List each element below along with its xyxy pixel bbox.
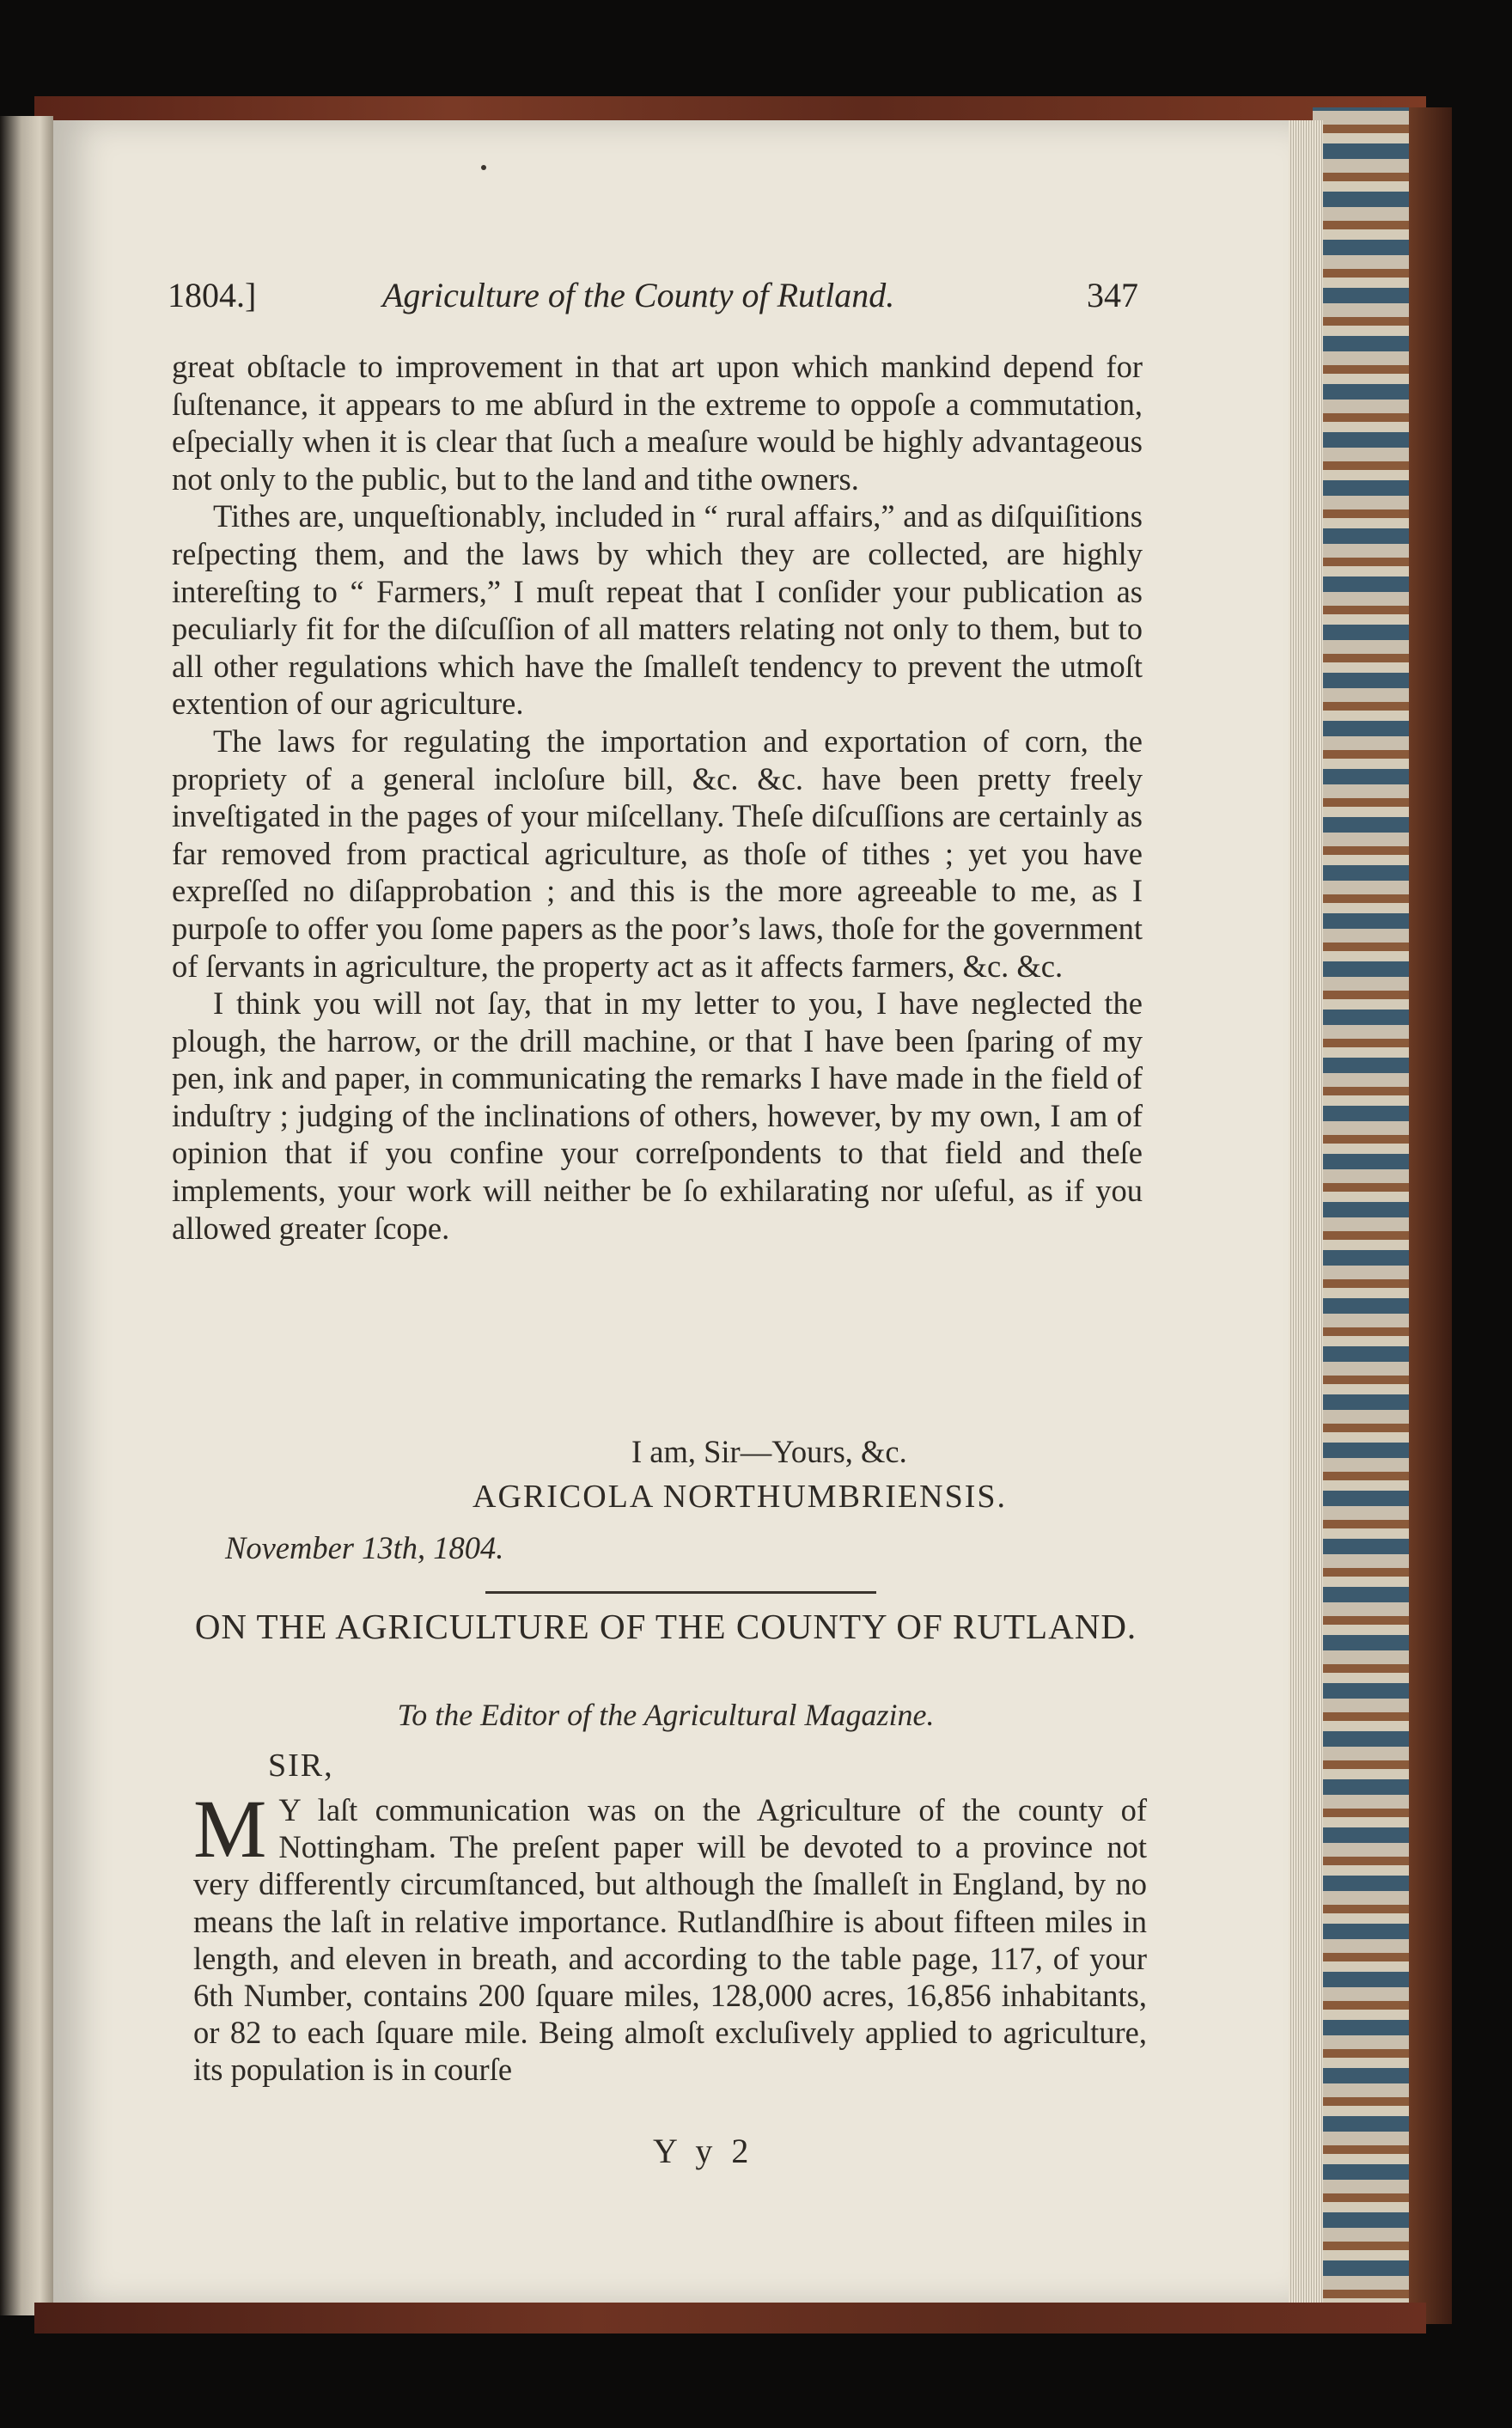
page-number: 347 xyxy=(1087,276,1138,314)
article-body-text: Y laſt communication was on the Agriculture of the county of Nottingham. The preſent paper will be devoted to a province not very differently circumſtanced, but although the ſmalleſt in England, by no means the laſt in relative importance. Rutlandſhire is about fifteen miles in length, and eleven in breath, and according to the table page, 117, of your 6th Number, contains 200 ſquare miles, 128,000 acres, 16,856 inhabitants, or 82 to each ſquare mile. Being almoſt excluſively applied to agriculture, its population is in courſe xyxy=(193,1792,1147,2088)
letter-paragraph: The laws for regulating the importation and exportation of corn, the propriety of a general incloſure bill, &c. &c. have been pretty freely inveſtigated in the pages of your miſcellany. Theſe diſcuſſions are certainly as far removed from practical agriculture, as thoſe of tithes ; yet you have expreſſed no diſapprobation ; and this is the more agreeable to me, as I purpoſe to offer you ſome papers as the poor’s laws, thoſe for the government of ſervants in agriculture, the property act as it affects farmers, &c. &c. xyxy=(172,723,1143,984)
section-divider xyxy=(485,1591,876,1594)
letter-closing: I am, Sir—Yours, &c. xyxy=(631,1434,907,1469)
ink-spot xyxy=(481,165,486,170)
letter-paragraph: Tithes are, unqueſtionably, included in “ rural affairs,” and as diſquiſitions reſpecting them, and the laws by which they are collected, are highly intereſting to “ Farmers,” I muſt repeat that I conſider your publication as peculiarly fit for the diſcuſſion of all matters relating not only to them, but to all other regulations which have the ſmalleſt tendency to prevent the utmoſt extention of our agriculture. xyxy=(172,498,1143,722)
running-head-date: 1804.] xyxy=(168,276,257,314)
article-title: ON THE AGRICULTURE OF THE COUNTY OF RUTLAND. xyxy=(194,1607,1137,1646)
letter-paragraph: great obſtacle to improvement in that art upon which mankind depend for ſuſtenance, it appears to me abſurd in the extreme to oppoſe a commutation, eſpecially when it is clear that ſuch a meaſure would be highly advantageous not only to the public, but to the land and tithe owners. xyxy=(172,349,1143,497)
letter-paragraph: I think you will not ſay, that in my letter to you, I have neglected the plough, the harrow, or the drill machine, or that I have been ſparing of my pen, ink and paper, in communicating the remarks I have made in the field of induſtry ; judging of the inclinations of others, however, by my own, I am of opinion that if you confine your correſpondents to that field and theſe implements, your work will neither be ſo exhilarating nor uſeful, as if you allowed greater ſcope. xyxy=(172,985,1143,1246)
drop-cap: M xyxy=(193,1783,267,1875)
printer-signature-mark: Y y 2 xyxy=(653,2132,754,2170)
book-cover-bottom xyxy=(34,2303,1426,2333)
running-head xyxy=(168,275,1138,326)
article-salutation: SIR, xyxy=(268,1748,334,1784)
book-cover-edge xyxy=(1409,107,1452,2324)
letter-body xyxy=(172,348,1143,1247)
letter-dateline: November 13th, 1804. xyxy=(225,1530,504,1565)
letter-signature: AGRICOLA NORTHUMBRIENSIS. xyxy=(472,1479,1007,1515)
running-head-title: Agriculture of the County of Rutland. xyxy=(382,276,895,314)
article-body xyxy=(193,1783,1147,2089)
article-addressee: To the Editor of the Agricultural Magazine. xyxy=(397,1698,935,1732)
page-stack-edges xyxy=(1289,120,1323,2307)
facing-page-edge xyxy=(0,116,53,2315)
